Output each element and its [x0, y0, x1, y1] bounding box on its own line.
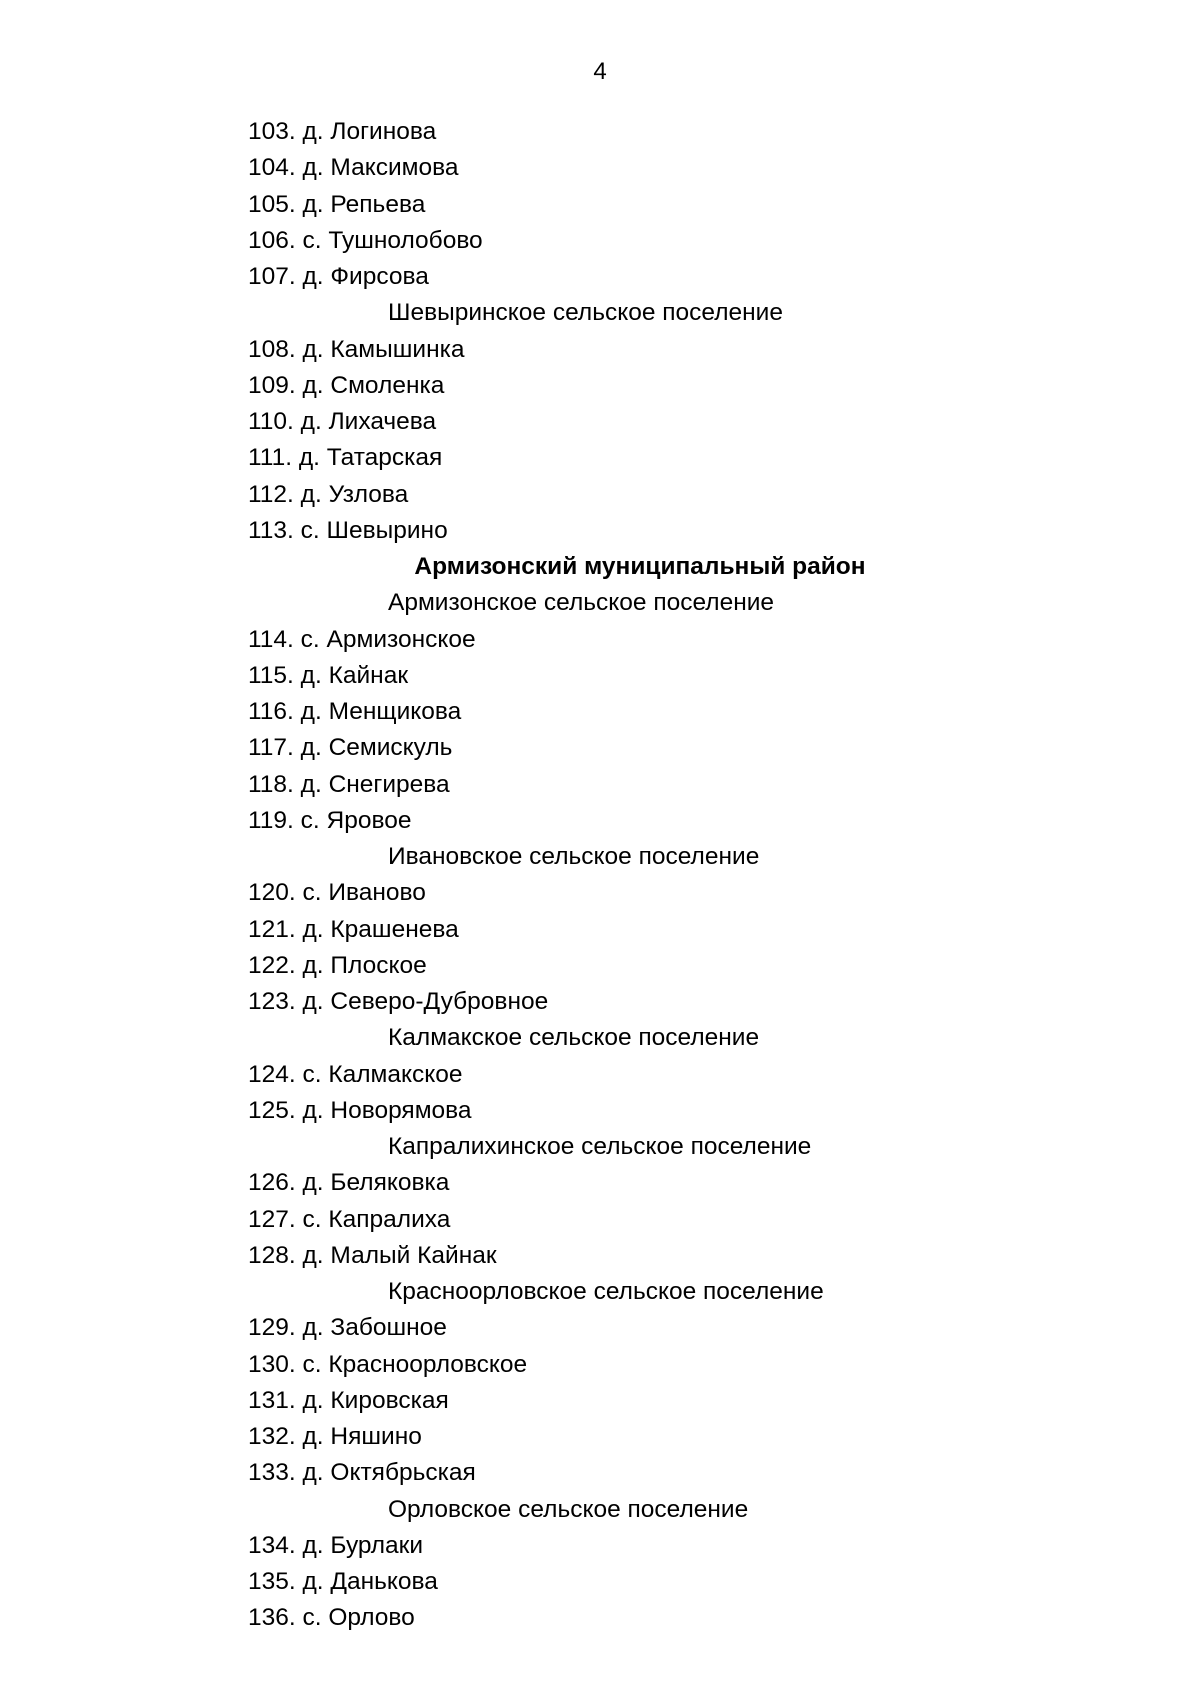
list-item: 126. д. Беляковка	[248, 1169, 450, 1197]
list-item: 134. д. Бурлаки	[248, 1531, 424, 1559]
list-item: 119. с. Яровое	[248, 806, 412, 834]
list-item: 122. д. Плоское	[248, 951, 427, 979]
list-item: 127. с. Капралиха	[248, 1205, 451, 1233]
list-item: 110. д. Лихачева	[248, 408, 437, 435]
settlement-heading: Калмакское сельское поселение	[388, 1024, 760, 1052]
list-item: 132. д. Няшино	[248, 1423, 422, 1450]
list-item: 121. д. Крашенева	[248, 915, 459, 943]
list-item: 114. с. Армизонское	[248, 625, 476, 653]
list-item: 133. д. Октябрьская	[248, 1459, 476, 1487]
settlement-heading: Армизонское сельское поселение	[388, 589, 775, 617]
list-item: 105. д. Репьева	[248, 190, 426, 218]
list-item: 129. д. Забошное	[248, 1314, 447, 1342]
page-number: 4	[593, 58, 607, 85]
list-item: 111. д. Татарская	[248, 444, 443, 472]
list-item: 120. с. Иваново	[248, 879, 426, 907]
list-item: 104. д. Максимова	[248, 154, 459, 182]
settlement-heading: Капралихинское сельское поселение	[388, 1133, 812, 1160]
list-item: 109. д. Смоленка	[248, 371, 445, 399]
list-item: 123. д. Северо-Дубровное	[248, 988, 549, 1015]
settlement-list	[0, 114, 1200, 1637]
list-item: 103. д. Логинова	[248, 118, 437, 145]
list-item: 125. д. Новорямова	[248, 1096, 472, 1124]
list-item: 136. с. Орлово	[248, 1604, 415, 1632]
settlement-heading: Красноорловское сельское поселение	[388, 1278, 824, 1305]
list-item: 118. д. Снегирева	[248, 770, 450, 798]
list-item: 115. д. Кайнак	[248, 661, 409, 689]
list-item: 107. д. Фирсова	[248, 263, 429, 290]
district-heading: Армизонский муниципальный район	[414, 553, 866, 580]
list-item: 131. д. Кировская	[248, 1386, 449, 1414]
list-item: 116. д. Менщикова	[248, 698, 462, 725]
settlement-heading: Орловское сельское поселение	[388, 1495, 749, 1523]
list-item: 135. д. Данькова	[248, 1568, 438, 1595]
list-item: 128. д. Малый Кайнак	[248, 1241, 497, 1269]
list-item: 106. с. Тушнолобово	[248, 226, 483, 254]
settlement-heading: Ивановское сельское поселение	[388, 843, 760, 870]
list-item: 130. с. Красноорловское	[248, 1350, 528, 1378]
list-item: 117. д. Семискуль	[248, 734, 453, 762]
list-item: 113. с. Шевырино	[248, 516, 448, 544]
list-item: 112. д. Узлова	[248, 480, 409, 508]
list-item: 108. д. Камышинка	[248, 335, 465, 363]
settlement-heading: Шевыринское сельское поселение	[388, 299, 783, 327]
list-item: 124. с. Калмакское	[248, 1060, 463, 1088]
